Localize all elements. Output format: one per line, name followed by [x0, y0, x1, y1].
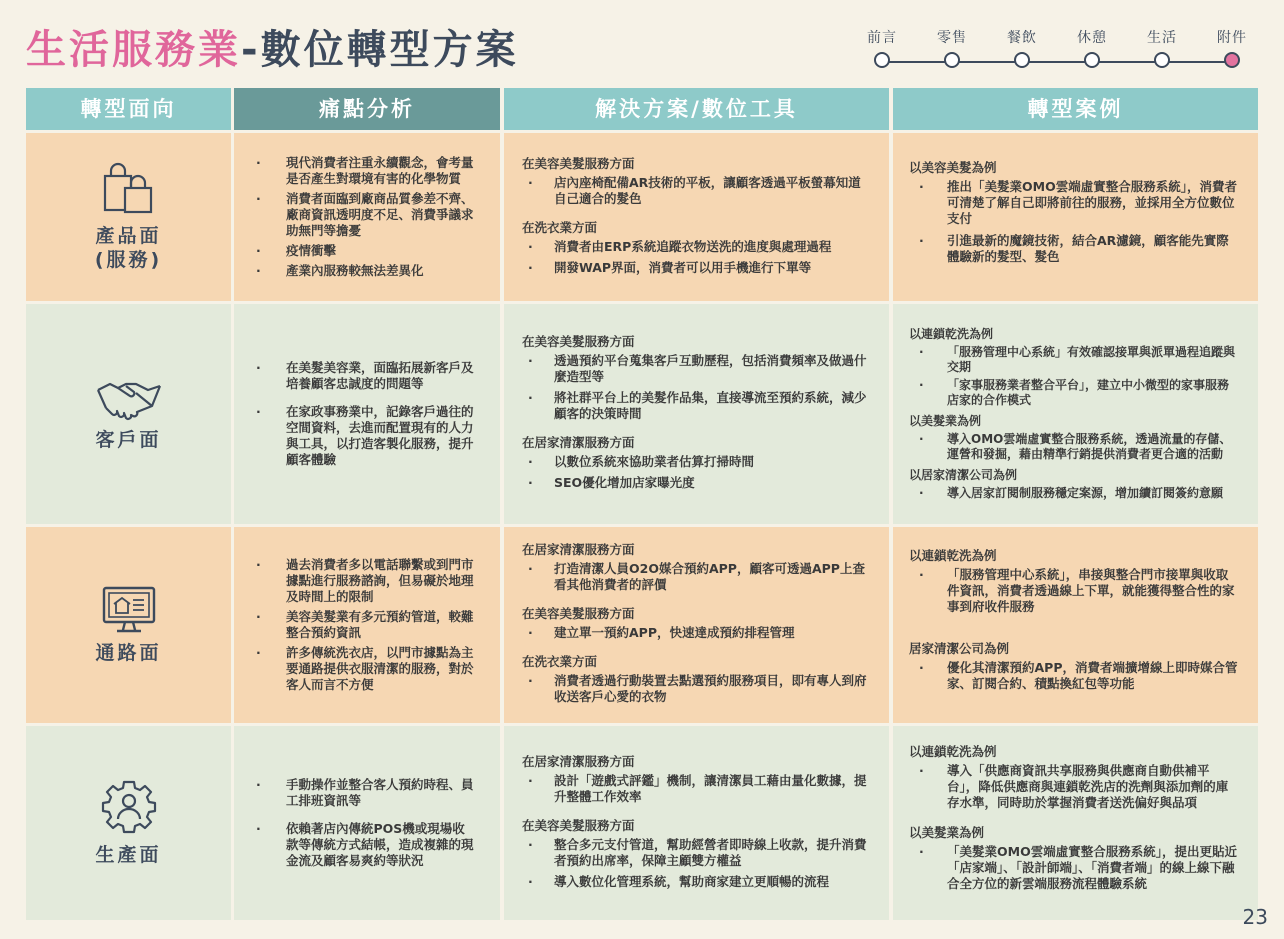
case-title: 以連鎖乾洗為例 — [909, 327, 994, 341]
nav-label: 餐飲 — [1007, 30, 1037, 46]
pain-cell — [234, 527, 500, 723]
solution-section — [522, 652, 867, 710]
category-line1: 產品面 — [95, 225, 162, 247]
list-item: · 推出「美髮業OMO雲端虛實整合服務系統」，消費者可清楚了解自己即將前往的服務，並採用全方位數位支付 — [909, 179, 1238, 227]
case-group — [909, 825, 1238, 898]
solution-cell — [504, 726, 889, 920]
solution-cell — [504, 304, 889, 524]
category-label — [95, 224, 162, 272]
case-cell — [893, 527, 1258, 723]
category-line1: 生產面 — [95, 844, 162, 866]
pain-cell — [234, 726, 500, 920]
list-item: · 現代消費者注重永續觀念，會考量是否產生對環境有害的化學物質 — [254, 155, 476, 187]
list-item: · 在家政事務業中，記錄客戶過往的空間資料，去進而配置現有的人力與工具，以打造客製化服務，提升顧客體驗 — [254, 404, 476, 468]
header-solutions: 解決方案/數位工具 — [504, 88, 889, 130]
list-item: · 將社群平台上的美髮作品集，直接導流至預約系統，減少顧客的決策時間 — [522, 390, 867, 422]
pain-cell — [234, 133, 500, 301]
list-item: · 「服務管理中心系統」有效確認接單與派單過程追蹤與交期 — [909, 345, 1238, 375]
category-cell — [26, 527, 231, 723]
section-title: 在居家清潔服務方面 — [522, 542, 635, 557]
header-cases: 轉型案例 — [893, 88, 1258, 130]
case-title: 以居家清潔公司為例 — [909, 468, 1018, 482]
gear-person-icon — [100, 779, 158, 837]
list-item: · 依賴著店內傳統POS機或現場收款等傳統方式結帳，造成複雜的現金流及顧客易爽約等狀況 — [254, 821, 476, 869]
list-item: · 許多傳統洗衣店，以門市據點為主要通路提供衣服清潔的服務，對於客人而言不方便 — [254, 645, 476, 693]
solution-section — [522, 540, 867, 598]
section-title: 在洗衣業方面 — [522, 654, 598, 669]
nav-label: 附件 — [1217, 30, 1247, 46]
solution-section — [522, 154, 867, 212]
case-cell — [893, 304, 1258, 524]
list-item: · 導入「供應商資訊共享服務與供應商自動供補平台」，降低供應商與連鎖乾洗店的洗劑與添加劑的庫存水準，同時助於掌握消費者送洗偏好與品項 — [909, 763, 1238, 811]
solution-section — [522, 604, 867, 646]
list-item: · 店內座椅配備AR技術的平板，讓顧客透過平板螢幕知道自己適合的髮色 — [522, 175, 867, 207]
pain-cell — [234, 304, 500, 524]
case-group — [909, 641, 1238, 698]
category-line1: 客戶面 — [95, 429, 162, 451]
list-item: · 消費者由ERP系統追蹤衣物送洗的進度與處理過程 — [522, 239, 867, 255]
list-item: · SEO優化增加店家曝光度 — [522, 475, 867, 491]
list-item: · 導入數位化管理系統，幫助商家建立更順暢的流程 — [522, 874, 867, 890]
section-title: 在居家清潔服務方面 — [522, 435, 635, 450]
category-line2: (服務) — [94, 249, 163, 271]
nav-label: 零售 — [937, 30, 967, 46]
section-title: 在美容美髮服務方面 — [522, 334, 635, 349]
header-pain-points: 痛點分析 — [234, 88, 500, 130]
section-title: 在洗衣業方面 — [522, 219, 598, 235]
section-title: 在美容美髮服務方面 — [522, 817, 635, 833]
case-title: 以美髮業為例 — [909, 825, 985, 840]
category-label — [95, 843, 161, 867]
title-part1: 生活服務業 — [26, 27, 241, 73]
case-group — [909, 468, 1238, 501]
section-navigation — [858, 28, 1248, 78]
section-title: 在美容美髮服務方面 — [522, 155, 635, 171]
nav-dot-active — [1224, 52, 1240, 68]
nav-item-dining[interactable] — [998, 28, 1046, 68]
section-title: 在美容美髮服務方面 — [522, 606, 635, 621]
list-item: · 消費者面臨到廠商品質參差不齊、廠商資訊透明度不足、消費爭議求助無門等擔憂 — [254, 191, 476, 239]
list-item: · 「服務管理中心系統」，串接與整合門市接單與收取件資訊，消費者透過線上下單，就能獲得整合性的家事到府收件服務 — [909, 567, 1238, 615]
nav-dot — [944, 52, 960, 68]
title-part2: 數位轉型方案 — [260, 27, 519, 73]
nav-dot — [874, 52, 890, 68]
page-number: 23 — [1242, 905, 1268, 929]
case-cell — [893, 133, 1258, 301]
nav-item-intro[interactable] — [858, 28, 906, 68]
nav-label: 休憩 — [1077, 30, 1107, 46]
nav-label: 前言 — [867, 30, 897, 46]
category-cell — [26, 304, 231, 524]
monitor-store-icon — [101, 585, 157, 635]
list-item: · 手動操作並整合客人預約時程、員工排班資訊等 — [254, 777, 476, 809]
list-item: · 消費者透過行動裝置去點選預約服務項目，即有專人到府收送客戶心愛的衣物 — [522, 673, 867, 705]
case-group — [909, 548, 1238, 621]
nav-label: 生活 — [1147, 30, 1177, 46]
list-item: · 產業內服務較無法差異化 — [254, 263, 476, 279]
solution-section — [522, 218, 867, 281]
list-item: · 導入居家訂閱制服務穩定案源，增加續訂閱簽約意願 — [909, 486, 1238, 501]
nav-dot — [1014, 52, 1030, 68]
solution-section — [522, 752, 867, 810]
list-item: · 建立單一預約APP，快速達成預約排程管理 — [522, 625, 867, 641]
category-label — [95, 428, 161, 452]
header-aspect: 轉型面向 — [26, 88, 231, 130]
case-title: 以美髮業為例 — [909, 414, 982, 428]
list-item: · 設計「遊戲式評鑑」機制，讓清潔員工藉由量化數據，提升整體工作效率 — [522, 773, 867, 805]
solution-section — [522, 332, 867, 427]
handshake-icon — [96, 376, 162, 422]
solution-cell — [504, 133, 889, 301]
nav-item-retail[interactable] — [928, 28, 976, 68]
title-dash: - — [241, 27, 261, 73]
nav-dot — [1084, 52, 1100, 68]
list-item: · 優化其清潔預約APP，消費者端擴增線上即時媒合管家、訂閱合約、積點換紅包等功能 — [909, 660, 1238, 692]
list-item: · 「家事服務業者整合平台」，建立中小微型的家事服務店家的合作模式 — [909, 378, 1238, 408]
nav-dot — [1154, 52, 1170, 68]
list-item: · 導入OMO雲端虛實整合服務系統，透過流量的存儲、運營和發掘，藉由精準行銷提供消費者更合適的活動 — [909, 432, 1238, 462]
list-item: · 「美髮業OMO雲端虛實整合服務系統」，提出更貼近「店家端」、「設計師端」、「消費者端」的線上線下融合全方位的新雲端服務流程體驗系統 — [909, 844, 1238, 892]
solution-cell — [504, 527, 889, 723]
case-title: 以連鎖乾洗為例 — [909, 548, 997, 563]
list-item: · 開發WAP界面，消費者可以用手機進行下單等 — [522, 260, 867, 276]
list-item: · 整合多元支付管道，幫助經營者即時線上收款，提升消費者預約出席率，保障主顧雙方權益 — [522, 837, 867, 869]
list-item: · 打造清潔人員O2O媒合預約APP，顧客可透過APP上查看其他消費者的評價 — [522, 561, 867, 593]
nav-item-life[interactable] — [1138, 28, 1186, 68]
category-cell — [26, 133, 231, 301]
list-item: · 透過預約平台蒐集客戶互動歷程，包括消費頻率及做過什麼造型等 — [522, 353, 867, 385]
list-item: · 以數位系統來協助業者估算打掃時間 — [522, 454, 867, 470]
case-title: 以連鎖乾洗為例 — [909, 744, 997, 759]
nav-item-leisure[interactable] — [1068, 28, 1116, 68]
case-title: 以美容美髮為例 — [909, 159, 997, 175]
case-title: 居家清潔公司為例 — [909, 641, 1010, 656]
shopping-bags-icon — [99, 162, 159, 218]
solution-section — [522, 816, 867, 895]
nav-item-appendix[interactable] — [1208, 28, 1256, 68]
category-line1: 通路面 — [95, 642, 162, 664]
list-item: · 過去消費者多以電話聯繫或到門市據點進行服務諮詢，但易礙於地理及時間上的限制 — [254, 557, 476, 605]
list-item: · 在美髮美容業，面臨拓展新客戶及培養顧客忠誠度的問題等 — [254, 360, 476, 392]
list-item: · 美容美髮業有多元預約管道，較難整合預約資訊 — [254, 609, 476, 641]
page-title — [26, 24, 519, 76]
list-item: · 疫情衝擊 — [254, 243, 476, 259]
case-group — [909, 327, 1238, 411]
case-group — [909, 414, 1238, 465]
solution-section — [522, 433, 867, 496]
category-cell — [26, 726, 231, 920]
case-cell — [893, 726, 1258, 920]
category-label — [95, 641, 161, 665]
section-title: 在居家清潔服務方面 — [522, 753, 635, 769]
list-item: · 引進最新的魔鏡技術，結合AR濾鏡，顧客能先實際體驗新的髮型、髮色 — [909, 233, 1238, 265]
case-group — [909, 744, 1238, 817]
case-group — [909, 160, 1238, 271]
